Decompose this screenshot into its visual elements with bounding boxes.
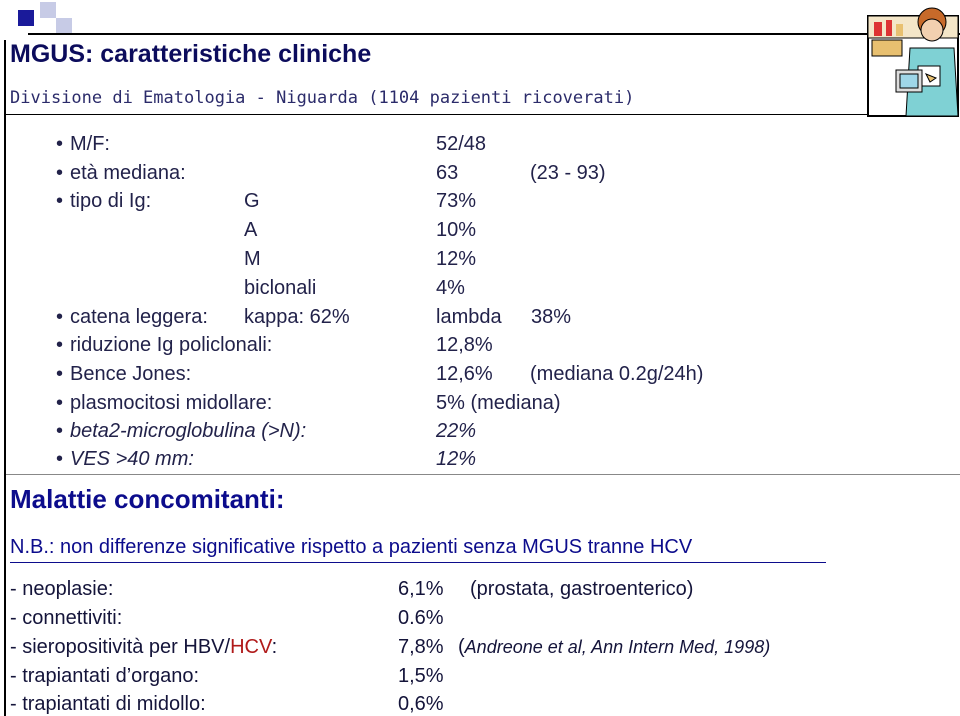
item-label: M/F: xyxy=(70,133,110,155)
concomitant-label: - connettiviti: xyxy=(10,607,123,629)
concomitant-label: - trapiantati di midollo: xyxy=(10,693,206,715)
item-value: 52/48 xyxy=(436,133,487,155)
item-value: 12,8% xyxy=(436,334,493,356)
item-value: 10% xyxy=(436,219,477,241)
bullet-icon: • xyxy=(56,363,64,385)
bullet-icon: • xyxy=(56,162,64,184)
subtitle-rule xyxy=(6,114,906,115)
section-heading: Malattie concomitanti: xyxy=(10,484,285,514)
bullet-icon: • xyxy=(56,133,64,155)
bullet-icon: • xyxy=(56,448,64,470)
item-subcategory: M xyxy=(244,248,261,270)
title-frame-top xyxy=(28,33,960,35)
bullet-icon: • xyxy=(56,306,64,328)
concomitant-value: 0.6% xyxy=(398,607,444,629)
concomitant-label-text: - sieropositività per HBV/ xyxy=(10,636,231,658)
concomitant-label: - neoplasie: xyxy=(10,578,114,600)
citation-open-paren: ( xyxy=(458,636,465,658)
title-frame-left xyxy=(4,40,6,716)
decor-square-1 xyxy=(18,10,34,26)
nb-underline xyxy=(10,562,826,563)
item-extra: (mediana 0.2g/24h) xyxy=(530,363,704,385)
concomitant-value: 0,6% xyxy=(398,693,444,715)
bullet-icon: • xyxy=(56,420,64,442)
item-value: 73% xyxy=(436,190,477,212)
lower-box-top xyxy=(6,474,960,475)
item-subcategory: G xyxy=(244,190,260,212)
citation-text: Andreone et al, Ann Intern Med, 1998) xyxy=(464,637,771,657)
item-label: riduzione Ig policlonali: xyxy=(70,334,273,356)
decor-square-2 xyxy=(40,2,56,18)
item-subcategory: A xyxy=(244,219,258,241)
concomitant-label xyxy=(10,636,277,659)
concomitant-label-colon: : xyxy=(271,636,278,658)
concomitant-value: 7,8% xyxy=(398,636,444,658)
item-label: catena leggera: xyxy=(70,306,208,328)
item-subcategory: biclonali xyxy=(244,277,317,299)
item-label: età mediana: xyxy=(70,162,186,184)
item-extra: 38% xyxy=(531,306,572,328)
hcv-highlight: HCV xyxy=(230,636,272,658)
concomitant-note: (prostata, gastroenterico) xyxy=(470,578,694,600)
item-label: plasmocitosi midollare: xyxy=(70,392,273,414)
item-value: lambda xyxy=(436,306,502,328)
nb-note: N.B.: non differenze significative rispetto a pazienti senza MGUS tranne HCV xyxy=(10,536,693,558)
concomitant-citation xyxy=(458,636,770,659)
concomitant-value: 6,1% xyxy=(398,578,444,600)
item-label: VES >40 mm: xyxy=(70,448,194,470)
item-value: 5% (mediana) xyxy=(436,392,561,414)
bullet-icon: • xyxy=(56,190,64,212)
item-value: 12% xyxy=(436,248,477,270)
item-label: beta2-microglobulina (>N): xyxy=(70,420,307,442)
item-value: 12,6% xyxy=(436,363,493,385)
concomitant-value: 1,5% xyxy=(398,665,444,687)
concomitant-label: - trapiantati d’organo: xyxy=(10,665,200,687)
decor-square-3 xyxy=(56,18,72,34)
pharmacist-clipart-icon xyxy=(866,0,960,118)
item-value: 12% xyxy=(436,448,477,470)
item-value: 22% xyxy=(436,420,477,442)
bullet-icon: • xyxy=(56,334,64,356)
item-subcategory: kappa: 62% xyxy=(244,306,350,328)
item-extra: (23 - 93) xyxy=(530,162,606,184)
page-subtitle: Divisione di Ematologia - Niguarda (1104 pazienti ricoverati) xyxy=(10,88,635,108)
item-label: tipo di Ig: xyxy=(70,190,152,212)
item-value: 4% xyxy=(436,277,465,299)
item-label: Bence Jones: xyxy=(70,363,192,385)
bullet-icon: • xyxy=(56,392,64,414)
page-title: MGUS: caratteristiche cliniche xyxy=(10,40,372,68)
item-value: 63 xyxy=(436,162,459,184)
